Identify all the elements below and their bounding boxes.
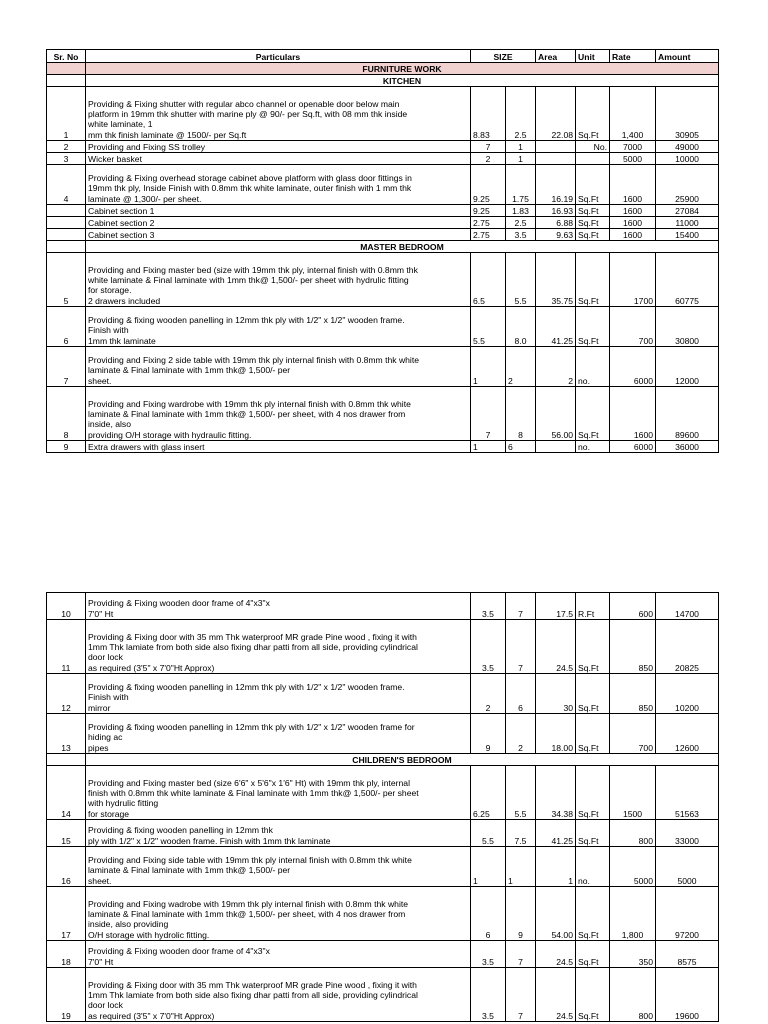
row-rate: 5000 (610, 153, 656, 165)
table-row (47, 217, 719, 229)
row-sr: 12 (47, 674, 86, 714)
row-area: 17.5 (536, 593, 576, 620)
row-particulars: Providing & Fixing wooden door frame of 4"x3"x 7'0" Ht (86, 941, 471, 968)
row-size-1: 1 (471, 441, 506, 453)
subsection-row (47, 754, 719, 766)
row-area: 35.75 (536, 253, 576, 307)
row-rate: 800 (610, 820, 656, 847)
row-unit: Sq.Ft (576, 620, 610, 674)
row-size-2: 7 (506, 941, 536, 968)
row-size-2: 6 (506, 674, 536, 714)
table-row (47, 847, 719, 887)
row-size-2: 8 (506, 387, 536, 441)
row-particulars: Providing & Fixing overhead storage cabinet above platform with glass door fittings in 19mm thk ply, Inside Finish with 0.8mm thk white laminate, outer finish with 1 mm thk laminate @ 1,300/- per sheet. (86, 165, 471, 205)
row-size-1: 7 (471, 141, 506, 153)
row-size-2: 7.5 (506, 820, 536, 847)
row-particulars: Cabinet section 2 (86, 217, 471, 229)
row-area: 9.63 (536, 229, 576, 241)
row-unit: Sq.Ft (576, 968, 610, 1022)
row-particulars: Providing & Fixing door with 35 mm Thk waterproof MR grade Pine wood , fixing it with 1mm Thk lamiate from both side also fixing dhar patti from all side, providing cylindrical door lock as required (3'5" x 7'0"Ht Approx) (86, 620, 471, 674)
row-particulars: Providing & fixing wooden panelling in 12mm thk ply with 1/2" x 1/2" wooden frame. Finish with 1mm thk laminate (86, 307, 471, 347)
row-area: 41.25 (536, 307, 576, 347)
row-unit: Sq.Ft (576, 205, 610, 217)
row-area: 16.19 (536, 165, 576, 205)
row-particulars: Cabinet section 3 (86, 229, 471, 241)
table-row (47, 165, 719, 205)
row-sr (47, 205, 86, 217)
row-amount: 19600 (656, 968, 719, 1022)
row-size-2: 8.0 (506, 307, 536, 347)
row-sr (47, 217, 86, 229)
row-unit (576, 153, 610, 165)
row-sr: 8 (47, 387, 86, 441)
row-unit: Sq.Ft (576, 229, 610, 241)
row-unit: Sq.Ft (576, 820, 610, 847)
table-row (47, 141, 719, 153)
row-unit: R.Ft (576, 593, 610, 620)
table-row (47, 941, 719, 968)
row-sr (47, 229, 86, 241)
row-area: 1 (536, 847, 576, 887)
row-amount: 5000 (656, 847, 719, 887)
row-size-1: 9.25 (471, 205, 506, 217)
row-size-1: 7 (471, 387, 506, 441)
row-unit: no. (576, 347, 610, 387)
row-area: 41.25 (536, 820, 576, 847)
table-row (47, 441, 719, 453)
row-size-2: 1.75 (506, 165, 536, 205)
row-rate: 1,400 (610, 87, 656, 141)
row-unit: no. (576, 441, 610, 453)
row-amount: 30800 (656, 307, 719, 347)
row-size-2: 2 (506, 347, 536, 387)
row-size-2: 2.5 (506, 217, 536, 229)
table-row (47, 620, 719, 674)
row-size-2: 1 (506, 141, 536, 153)
row-particulars: Providing & Fixing wooden door frame of 4"x3"x 7'0" Ht (86, 593, 471, 620)
row-particulars: Providing & fixing wooden panelling in 12mm thk ply with 1/2" x 1/2" wooden frame. Finish with 1mm thk laminate (86, 820, 471, 847)
row-rate: 800 (610, 968, 656, 1022)
row-size-1: 5.5 (471, 307, 506, 347)
row-sr: 14 (47, 766, 86, 820)
row-particulars: Providing and Fixing side table with 19mm thk ply internal finish with 0.8mm thk white laminate & Final laminate with 1mm thk@ 1,500/- per sheet. (86, 847, 471, 887)
row-amount: 10000 (656, 153, 719, 165)
row-area: 30 (536, 674, 576, 714)
row-sr: 5 (47, 253, 86, 307)
row-particulars: Providing & fixing wooden panelling in 12mm thk ply with 1/2" x 1/2" wooden frame for hiding ac pipes (86, 714, 471, 754)
subsection-row (47, 241, 719, 253)
section-row (47, 63, 719, 75)
row-unit: Sq.Ft (576, 217, 610, 229)
row-rate: 700 (610, 714, 656, 754)
row-particulars: Providing and Fixing SS trolley (86, 141, 471, 153)
row-area: 24.5 (536, 968, 576, 1022)
row-area (536, 441, 576, 453)
row-sr: 13 (47, 714, 86, 754)
table-row (47, 766, 719, 820)
section-kitchen: KITCHEN (86, 75, 719, 87)
row-amount: 60775 (656, 253, 719, 307)
row-area: 54.00 (536, 887, 576, 941)
row-area: 18.00 (536, 714, 576, 754)
row-amount: 14700 (656, 593, 719, 620)
col-header-particulars: Particulars (86, 50, 471, 63)
row-rate: 1600 (610, 229, 656, 241)
row-size-1: 3.5 (471, 593, 506, 620)
row-size-1: 8.83 (471, 87, 506, 141)
row-particulars: Providing and Fixing master bed (size with 19mm thk ply, internal finish with 0.8mm thk white laminate & Final laminate with 1mm thk@ 1,500/- per sheet with hydrulic fitting for storage. 2 drawers included (86, 253, 471, 307)
row-rate: 1600 (610, 205, 656, 217)
row-size-1: 3.5 (471, 620, 506, 674)
row-unit: Sq.Ft (576, 387, 610, 441)
row-unit: Sq.Ft (576, 87, 610, 141)
row-particulars: Providing & Fixing shutter with regular abco channel or openable door below main platform in 19mm thk shutter with marine ply @ 90/- per Sq.ft, with 08 mm thk inside white laminate, 1 mm thk finish laminate @ 1500/- per Sq.ft (86, 87, 471, 141)
row-rate: 7000 (610, 141, 656, 153)
row-amount: 27084 (656, 205, 719, 217)
row-sr: 6 (47, 307, 86, 347)
row-size-1: 9.25 (471, 165, 506, 205)
row-sr: 10 (47, 593, 86, 620)
row-unit: No. (576, 141, 610, 153)
row-rate: 600 (610, 593, 656, 620)
section-furniture-work: FURNITURE WORK (86, 63, 719, 75)
row-sr: 9 (47, 441, 86, 453)
section-master-bedroom: MASTER BEDROOM (86, 241, 719, 253)
table-row (47, 820, 719, 847)
row-amount: 89600 (656, 387, 719, 441)
col-header-sr-no: Sr. No (47, 50, 86, 63)
row-amount: 10200 (656, 674, 719, 714)
row-size-2: 7 (506, 620, 536, 674)
table-row (47, 153, 719, 165)
row-area: 34.38 (536, 766, 576, 820)
row-amount: 8575 (656, 941, 719, 968)
subsection-row (47, 75, 719, 87)
row-amount: 30905 (656, 87, 719, 141)
table-row (47, 593, 719, 620)
table-row (47, 205, 719, 217)
row-particulars: Extra drawers with glass insert (86, 441, 471, 453)
row-unit: Sq.Ft (576, 941, 610, 968)
row-particulars: Providing and Fixing wardrobe with 19mm thk ply internal finish with 0.8mm thk white laminate & Final laminate with 1mm thk@ 1,500/- per sheet, with 4 nos drawer from inside, also providing O/H storage with hydraulic fitting. (86, 387, 471, 441)
col-header-amount: Amount (656, 50, 719, 63)
row-size-2: 5.5 (506, 253, 536, 307)
row-area (536, 153, 576, 165)
row-area: 24.5 (536, 941, 576, 968)
row-sr: 7 (47, 347, 86, 387)
row-particulars: Cabinet section 1 (86, 205, 471, 217)
row-size-1: 6.25 (471, 766, 506, 820)
row-unit: Sq.Ft (576, 766, 610, 820)
col-header-size: SIZE (471, 50, 536, 63)
row-size-2: 9 (506, 887, 536, 941)
table-row (47, 347, 719, 387)
row-amount: 49000 (656, 141, 719, 153)
row-size-1: 6.5 (471, 253, 506, 307)
row-size-1: 1 (471, 847, 506, 887)
row-size-1: 9 (471, 714, 506, 754)
boq-table-top (46, 49, 719, 453)
row-area: 22.08 (536, 87, 576, 141)
row-sr: 18 (47, 941, 86, 968)
row-amount: 20825 (656, 620, 719, 674)
row-sr: 15 (47, 820, 86, 847)
table-row (47, 968, 719, 1022)
row-sr: 4 (47, 165, 86, 205)
row-rate: 1500 (610, 766, 656, 820)
row-amount: 25900 (656, 165, 719, 205)
row-rate: 850 (610, 674, 656, 714)
boq-table-bottom (46, 592, 719, 1022)
row-sr: 1 (47, 87, 86, 141)
row-size-2: 2.5 (506, 87, 536, 141)
row-size-1: 2.75 (471, 217, 506, 229)
row-particulars: Providing & fixing wooden panelling in 12mm thk ply with 1/2" x 1/2" wooden frame. Finish with mirror (86, 674, 471, 714)
row-amount: 12000 (656, 347, 719, 387)
row-rate: 350 (610, 941, 656, 968)
table-row (47, 307, 719, 347)
row-area: 2 (536, 347, 576, 387)
row-unit: no. (576, 847, 610, 887)
row-rate: 6000 (610, 347, 656, 387)
row-size-2: 1 (506, 847, 536, 887)
row-size-1: 3.5 (471, 968, 506, 1022)
row-unit: Sq.Ft (576, 887, 610, 941)
row-size-2: 2 (506, 714, 536, 754)
row-rate: 5000 (610, 847, 656, 887)
row-size-2: 6 (506, 441, 536, 453)
header-row (47, 50, 719, 63)
table-row (47, 887, 719, 941)
row-size-1: 2 (471, 153, 506, 165)
row-rate: 1,800 (610, 887, 656, 941)
table-row (47, 714, 719, 754)
row-sr: 16 (47, 847, 86, 887)
row-sr: 17 (47, 887, 86, 941)
table-row (47, 87, 719, 141)
row-unit: Sq.Ft (576, 307, 610, 347)
row-size-2: 7 (506, 968, 536, 1022)
row-size-2: 3.5 (506, 229, 536, 241)
row-sr: 2 (47, 141, 86, 153)
row-area: 6.88 (536, 217, 576, 229)
row-size-2: 1.83 (506, 205, 536, 217)
row-sr: 11 (47, 620, 86, 674)
row-amount: 12600 (656, 714, 719, 754)
row-amount: 51563 (656, 766, 719, 820)
row-size-1: 6 (471, 887, 506, 941)
row-unit: Sq.Ft (576, 714, 610, 754)
row-size-2: 5.5 (506, 766, 536, 820)
row-unit: Sq.Ft (576, 165, 610, 205)
row-size-1: 2 (471, 674, 506, 714)
row-size-1: 3.5 (471, 941, 506, 968)
table-row (47, 674, 719, 714)
col-header-area: Area (536, 50, 576, 63)
row-area (536, 141, 576, 153)
row-sr: 3 (47, 153, 86, 165)
row-particulars: Providing and Fixing master bed (size 6'6" x 5'6"x 1'6" Ht) with 19mm thk ply, internal finish with 0.8mm thk white laminate & Final laminate with 1mm thk@ 1,500/- per sheet with hydrulic fitting for storage (86, 766, 471, 820)
row-rate: 1600 (610, 387, 656, 441)
table-row (47, 387, 719, 441)
row-area: 16.93 (536, 205, 576, 217)
row-size-1: 5.5 (471, 820, 506, 847)
row-amount: 11000 (656, 217, 719, 229)
row-rate: 1600 (610, 217, 656, 229)
row-size-2: 1 (506, 153, 536, 165)
section-childrens-bedroom: CHILDREN'S BEDROOM (86, 754, 719, 766)
row-particulars: Providing and Fixing wadrobe with 19mm thk ply internal finish with 0.8mm thk white laminate & Final laminate with 1mm thk@ 1,500/- per sheet, with 4 nos drawer from inside, also providing O/H storage with hydrolic fitting. (86, 887, 471, 941)
table-row (47, 253, 719, 307)
col-header-rate: Rate (610, 50, 656, 63)
row-rate: 6000 (610, 441, 656, 453)
row-size-1: 1 (471, 347, 506, 387)
row-particulars: Wicker basket (86, 153, 471, 165)
row-rate: 850 (610, 620, 656, 674)
row-amount: 36000 (656, 441, 719, 453)
row-area: 56.00 (536, 387, 576, 441)
row-rate: 1600 (610, 165, 656, 205)
table-row (47, 229, 719, 241)
col-header-unit: Unit (576, 50, 610, 63)
row-size-1: 2.75 (471, 229, 506, 241)
row-size-2: 7 (506, 593, 536, 620)
row-area: 24.5 (536, 620, 576, 674)
row-rate: 1700 (610, 253, 656, 307)
row-particulars: Providing and Fixing 2 side table with 19mm thk ply internal finish with 0.8mm thk white laminate & Final laminate with 1mm thk@ 1,500/- per sheet. (86, 347, 471, 387)
row-amount: 97200 (656, 887, 719, 941)
row-particulars: Providing & Fixing door with 35 mm Thk waterproof MR grade Pine wood , fixing it with 1mm Thk lamiate from both side also fixing dhar patti from all side, providing cylindrical door lock as required (3'5" x 7'0"Ht Approx) (86, 968, 471, 1022)
row-unit: Sq.Ft (576, 253, 610, 307)
row-amount: 33000 (656, 820, 719, 847)
row-unit: Sq.Ft (576, 674, 610, 714)
row-rate: 700 (610, 307, 656, 347)
row-sr: 19 (47, 968, 86, 1022)
row-amount: 15400 (656, 229, 719, 241)
